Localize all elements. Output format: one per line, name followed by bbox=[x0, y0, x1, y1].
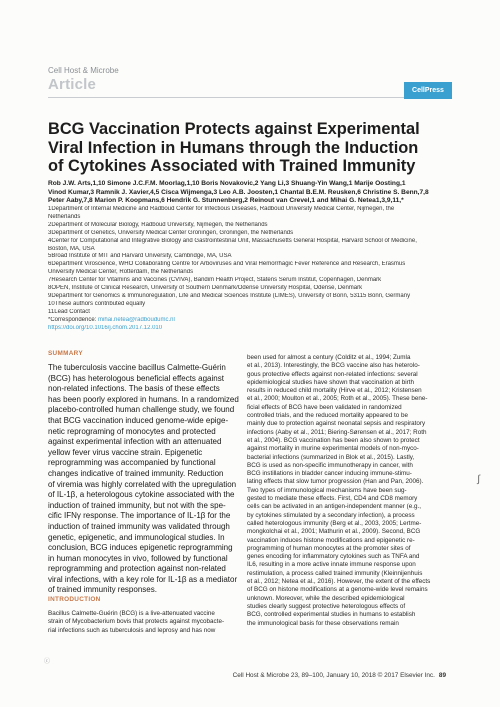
body-line: BCG, controlled experimental studies in humans to establish bbox=[247, 611, 416, 619]
summary-line: The tuberculosis vaccine bacillus Calmette-Guérin bbox=[48, 363, 226, 372]
summary-line: of trained immunity responses. bbox=[48, 585, 157, 595]
summary-line: viral infections, with a key role for IL-1β as a mediator bbox=[48, 574, 238, 584]
intro-line: strain of Mycobacterium bovis that protects against mycobacte- bbox=[48, 618, 225, 626]
body-line: ficial effects of BCG have been validated in randomized bbox=[247, 403, 402, 411]
introduction-heading: INTRODUCTION bbox=[48, 596, 101, 603]
body-line: et al., 2012; Netea et al., 2016). However, the extent of the effects bbox=[247, 578, 431, 586]
summary-line: of IL-1β, a heterologous cytokine associated with the bbox=[48, 490, 235, 500]
intro-line: rial infections such as tuberculosis and leprosy and has now bbox=[48, 626, 216, 634]
author-line: Rob J.W. Arts,1,10 Simone J.C.F.M. Moorlag,1,10 Boris Novakovic,2 Yang Li,3 Shuang-Yin Wang,1 Marije Oosting,1 bbox=[48, 180, 406, 187]
body-line: called heterologous immunity (Berg et al., 2003, 2005; Lertme- bbox=[247, 519, 422, 527]
body-line: by cytokines stimulated by a secondary infection), a process bbox=[247, 511, 415, 519]
affiliations bbox=[48, 206, 460, 333]
affiliation-line: 6Department Viroscience, WHO Collaborating Centre for Arboviruses and Viral Hemorrhagic Fever Reference and Research, Erasmus bbox=[48, 261, 406, 268]
margin-handwritten-mark-icon: ∫ bbox=[477, 474, 480, 485]
summary-line: has been poorly explored in humans. In a randomized bbox=[48, 394, 239, 404]
summary-heading: SUMMARY bbox=[48, 350, 83, 357]
page-footer bbox=[233, 672, 446, 679]
body-line: unknown. Moreover, while the described epidemiological bbox=[247, 594, 405, 602]
affiliation-line: 3Department of Genetics, University Medical Center Groningen, Groningen, the Netherlands bbox=[48, 229, 294, 236]
body-line: mongkolchai et al., 2001; Mathurin et al., 2009). Second, BCG bbox=[247, 528, 421, 536]
header-divider bbox=[48, 97, 452, 98]
intro-line: Bacillus Calmette-Guérin (BCG) is a live-attenuated vaccine bbox=[48, 610, 215, 617]
title-line: BCG Vaccination Protects against Experimental bbox=[48, 120, 420, 138]
right-column-body-text bbox=[247, 354, 457, 628]
affiliation-line: 4Center for Computational and Integrative Biology and Gastrointestinal Unit, Massachusetts General Hospital, Harvard School of Medicine, bbox=[48, 237, 417, 244]
title-line: of Cytokines Associated with Trained Immunity bbox=[48, 157, 416, 175]
author-line: Vinod Kumar,3 Ramnik J. Xavier,4,5 Cisca Wijmenga,3 Leo A.B. Joosten,1 Chantal B.E.M. Reusken,6 Christine S. Benn,7,8 bbox=[48, 188, 429, 196]
body-line: BCG instillations in bladder cancer inducing immune-stimu- bbox=[247, 470, 412, 478]
summary-line: changes indicative of trained immunity. Reduction bbox=[48, 468, 224, 478]
introduction-text bbox=[48, 610, 233, 635]
journal-name: Cell Host & Microbe bbox=[48, 66, 119, 75]
summary-line: conclusion, BCG induces epigenetic reprogramming bbox=[48, 543, 233, 553]
body-line: epidemiological studies have shown that vaccination at birth bbox=[247, 378, 414, 386]
body-line: et al., 2013). Interestingly, the BCG vaccine also has heterolo- bbox=[247, 362, 420, 370]
summary-line: that BCG vaccination induced genome-wide epige- bbox=[48, 415, 229, 425]
body-line: gested to mediate these effects. First, CD4 and CD8 memory bbox=[247, 495, 418, 503]
affiliation-line: 7Research Center for Vitamins and Vaccines (CVIVA), Bandim Health Project, Statens Serum Institut, Copenhagen, Denmark bbox=[48, 277, 382, 284]
summary-line: netic reprograming of monocytes and protected bbox=[48, 426, 216, 436]
affiliation-line: 10These authors contributed equally bbox=[48, 300, 146, 307]
correspondence-line bbox=[48, 317, 460, 325]
body-line: Two types of immunological mechanisms have been sug- bbox=[247, 486, 407, 494]
body-line: IL6, resulting in a more active innate immune response upon bbox=[247, 561, 416, 569]
affiliation-line: University Medical Center, Rotterdam, the Netherlands bbox=[48, 269, 194, 276]
article-title bbox=[48, 120, 420, 176]
body-line: been used for almost a century (Colditz et al., 1994; Zumla bbox=[247, 354, 411, 361]
summary-line: cific IFNγ response. The importance of IL-1β for the bbox=[48, 511, 231, 521]
summary-line: yellow fever virus vaccine strain. Epigenetic bbox=[48, 447, 203, 457]
body-line: mainly due to protection against neonatal sepsis and respiratory bbox=[247, 420, 426, 428]
article-type-label: Article bbox=[48, 76, 97, 93]
affiliation-line: 1Department of Internal Medicine and Radboud Center for Infectious Diseases, Radboud University Medical Center, Nijmegen, the bbox=[48, 206, 395, 212]
body-line: restimulation, a process called trained immunity (Kleinnijenhuis bbox=[247, 569, 423, 577]
body-line: results in reduced child mortality (Hirve et al., 2012; Kristensen bbox=[247, 387, 422, 395]
affiliation-line: 11Lead Contact bbox=[48, 308, 90, 315]
affiliation-line: Boston, MA, USA bbox=[48, 245, 95, 252]
body-line: controlled trials, and the reduced mortality appeared to be bbox=[247, 412, 409, 420]
summary-line: (BCG) has heterologous beneficial effects against bbox=[48, 373, 224, 383]
body-line: cells can be activated in an antigen-independent manner (e.g., bbox=[247, 503, 421, 511]
affiliation-line: Netherlands bbox=[48, 213, 81, 220]
body-line: et al., 2004). BCG vaccination has been also shown to protect bbox=[247, 436, 420, 444]
title-line: Viral Infection in Humans through the Induction bbox=[48, 138, 419, 157]
doi-link[interactable]: https://doi.org/10.1016/j.chom.2017.12.010 bbox=[48, 324, 163, 331]
author-list bbox=[48, 180, 460, 206]
body-line: infections (Aaby et al., 2011; Biering-Sørensen et al., 2017; Roth bbox=[247, 428, 427, 436]
summary-line: against experimental infection with an attenuated bbox=[48, 437, 222, 447]
page-number: 89 bbox=[438, 672, 446, 679]
publisher-logo: CellPress bbox=[404, 82, 452, 99]
body-line: of BCG on histone modifications at a genome-wide level remains bbox=[247, 586, 428, 594]
author-line: Peter Aaby,7,8 Marion P. Koopmans,6 Hendrik G. Stunnenberg,2 Reinout van Crevel,1 and Mihai G. Netea1,3,9,11,* bbox=[48, 197, 404, 204]
body-line: against mortality in murine experimental models of non-myco- bbox=[247, 445, 419, 453]
summary-line: placebo-controlled human challenge study, we found bbox=[48, 405, 235, 415]
summary-line: reprogramming and protection against non-related bbox=[48, 564, 226, 574]
body-line: et al., 2000; Moulton et al., 2005; Roth et al., 2005). These bene- bbox=[247, 395, 428, 403]
correspondence-label: *Correspondence: bbox=[48, 316, 99, 323]
body-line: BCG is used as non-specific immunotherapy in cancer, with bbox=[247, 461, 413, 469]
footer-citation: Cell Host & Microbe 23, 89–100, January 10, 2018 © 2017 Elsevier Inc. bbox=[232, 672, 435, 679]
affiliation-line: 8OPEN, Institute of Clinical Research, University of Southern Denmark/Odense University Hospital, Odense, Denmark bbox=[48, 285, 363, 292]
body-line: the immunological basis for these observations remain bbox=[247, 619, 399, 627]
body-line: studies clearly suggest protective heterologous effects of bbox=[247, 602, 406, 610]
body-line: bacterial infections (summarized in Blok et al., 2015). Lastly, bbox=[247, 453, 415, 461]
summary-line: genetic, epigenetic, and immunological studies. In bbox=[48, 532, 225, 542]
summary-text bbox=[48, 363, 239, 596]
affiliation-line: 2Department of Molecular Biology, Radboud University, Nijmegen, the Netherlands bbox=[48, 221, 268, 228]
affiliation-line: 5Broad Institute of MIT and Harvard University, Cambridge, MA, USA bbox=[48, 253, 232, 260]
summary-line: reprogramming was accompanied by functional bbox=[48, 458, 216, 468]
summary-line: induction of trained immunity, but not with the spe- bbox=[48, 500, 226, 510]
summary-line: of viremia was highly correlated with the upregulation bbox=[48, 479, 237, 489]
creative-commons-icon: ⓒ bbox=[44, 659, 51, 665]
body-line: gous protective effects against non-related infections: several bbox=[247, 370, 418, 378]
summary-line: induction of trained immunity was validated through bbox=[48, 521, 230, 531]
body-line: programming of human monocytes at the promoter sites of bbox=[247, 544, 411, 552]
body-line: genes encoding for inflammatory cytokines such as TNFA and bbox=[247, 553, 420, 561]
summary-line: in human monocytes in vivo, followed by functional bbox=[48, 553, 228, 563]
body-line: lating effects that slow tumor progression (Han and Pan, 2006). bbox=[247, 478, 424, 486]
correspondence-email-link[interactable]: mihai.netea@radboudumc.nl bbox=[98, 316, 175, 323]
affiliation-line: 9Department for Genomics & Immunoregulation, Life and Medical Sciences Institute (LIMES), University of Bonn, 53115 Bonn, Germany bbox=[48, 292, 411, 299]
body-line: vaccination induces histone modifications and epigenetic re- bbox=[247, 536, 415, 544]
summary-line: non-related infections. The basis of these effects bbox=[48, 384, 220, 394]
